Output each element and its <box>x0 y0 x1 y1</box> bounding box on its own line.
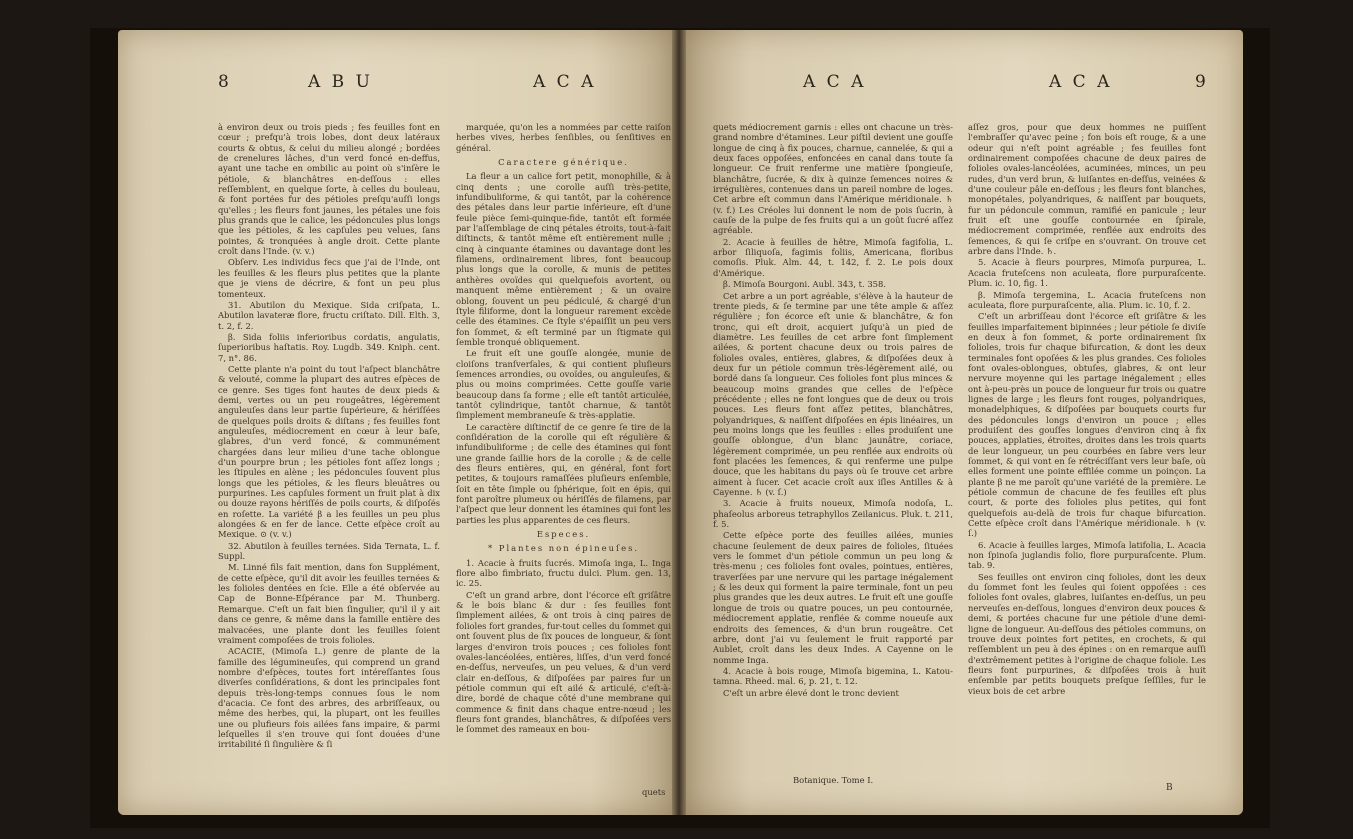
right-column-2 <box>968 122 1206 782</box>
paragraph: 6. Acacie à feuilles larges, Mimoſa latifolia, L. Acacia non ſpinoſa juglandis folio, flore purpuraſcente. Plum. tab. 9. <box>968 539 1206 571</box>
paragraph: 2. Acacie à feuilles de hêtre, Mimoſa fagifolia, L. arbor ſiliquoſa, fagimis foliis, Americana, floribus comoſis. Pluk. Alm. 44, t. 142, f. 2. Le pois doux d'Amérique. <box>713 236 953 278</box>
paragraph: 3. Acacie à fruits noueux, Mimoſa nodoſa, L. phaſeolus arboreus tetraphyllos Zeilanicus. Pluk. t. 211, f. 5. <box>713 498 953 530</box>
running-head-right: A C A <box>803 72 867 92</box>
page-number-right: 9 <box>1195 72 1209 92</box>
right-page <box>683 30 1243 815</box>
paragraph: marquée, qu'on les a nommées par cette raiſon herbes vives, herbes ſenſibles, ou ſenſitives en général. <box>456 122 671 153</box>
page-number-left: 8 <box>218 72 232 92</box>
paragraph: 5. Acacie à fleurs pourpres, Mimoſa purpurea, L. Acacia fruteſcens non aculeata, flore purpuraſcente. Plum. ic. 10, fig. 1. <box>968 257 1206 289</box>
paragraph: aſſez gros, pour que deux hommes ne puiſſent l'embraſſer qu'avec peine ; fon bois eſt rouge, & a une odeur qui n'eſt point agréable ; fes feuilles font ordinairement compoſées chacune de deux paires de folioles ovales-lancéolées, acuminées, minces, un peu rudes, d'un verd brun, & luiſantes en-deſſus, veinées & d'une couleur pâle en-deſſous ; les fleurs font blanches, monopétales, polyandriques, & naiſſent par bouquets, fur un pédoncule commun, ramifié en panicule ; leur fruit eſt une gouſſe contournée en ſpirale, médiocrement comprimée, renflée aux endroits des ſemences, & qui ſe criſpe en s'ouvrant. On trouve cet arbre dans l'Inde. ♄. <box>968 122 1206 257</box>
paragraph: M. Linné fils fait mention, dans fon Supplément, de cette eſpèce, qu'il dit avoir les feuilles ternées & les folioles dentées en ſcie. Elle a été obſervée au Cap de Bonne-Eſpérance par M. Thunberg. Remarque. C'eſt un fait bien ſingulier, qu'il il y ait dans ce genre, & même dans la famille entière des malvacées, une plante dont les feuilles ſoient vraiment compoſées de trois folioles. <box>218 562 440 645</box>
paragraph: β. Mimoſa tergemina, L. Acacia fruteſcens non aculeata, flore purpuraſcente, alia. Plum. ic. 10, f. 2. <box>968 289 1206 310</box>
running-head-left-2: A C A <box>533 72 597 92</box>
paragraph: * Plantes non épineuſes. <box>487 543 640 554</box>
paragraph: 32. Abutilon à feuilles ternées. Sida Ternata, L. f. Suppl. <box>218 540 440 562</box>
paragraph: Obſerv. Les individus fecs que j'ai de l'Inde, ont les feuilles & les fleurs plus petites que la plante que je viens de décrire, & font un peu plus tomenteux. <box>218 257 440 299</box>
left-column-2 <box>456 122 671 774</box>
signature-mark: B <box>1166 783 1173 793</box>
paragraph: Cette eſpèce porte des feuilles ailées, munies chacune ſeulement de deux paires de folioles, ſituées vers le ſommet d'un pétiole commun un peu long & très-menu ; ces folioles font ovales, pointues, entières, traverſées par une nervure qui les partage inégalement ; & les deux qui forment la paire terminale, font un peu plus grandes que les deux autres. Le fruit eſt une gouſſe longue de trois ou quatre pouces, un peu contournée, médiocrement applatie, renflée & comme noueuſe aux endroits des ſemences, & d'un brun rougeâtre. Cet arbre, dont j'ai vu ſeulement le fruit rapporté par Aublet, croît dans les deux Indes. A Cayenne on le nomme Inga. <box>713 530 953 665</box>
paragraph: Le fruit eſt une gouſſe alongée, munie de cloiſons tranſverſales, & qui contient pluſieurs ſemences arrondies, ou ovoïdes, ou anguleuſes, & plus ou moins comprimées. Cette gouſſe varie beaucoup dans ſa forme ; elle eſt tantôt articulée, tantôt cylindrique, tantôt charnue, & tantôt ſimplement membraneuſe & très-applatie. <box>456 348 671 421</box>
page-footer: Botanique. Tome I. <box>793 775 874 785</box>
paragraph: 1. Acacie à fruits ſucrés. Mimoſa inga, L. Inga flore albo fimbriato, fructu dulci. Plum. gen. 13, ic. 25. <box>456 557 671 589</box>
paragraph: 31. Abutilon du Mexique. Sida criſpata, L. Abutilon lavateræ flore, fructu criſtato. Dill. Elth. 3, t. 2, f. 2. <box>218 299 440 331</box>
running-head-left: A B U <box>308 72 373 92</box>
book-gutter <box>672 30 686 815</box>
running-head-right-2: A C A <box>1049 72 1113 92</box>
paragraph: La fleur a un calice fort petit, monophille, & à cinq dents ; une corolle auſſi très-petite, infundibuliforme, & qui tantôt, par la cohérence des pétales dans leur partie inférieure, eſt d'une feule pièce ſemi-quinque-fide, tantôt eſt formée par l'aſſemblage de cinq pétales étroits, tout-à-fait diſtincts, & tantôt même eſt entièrement nulle ; cinq à cinquante étamines ou davantage dont les filamens, ordinairement libres, font beaucoup plus longs que la corolle, & munis de petites anthères ovoïdes qui quelquefois avortent, ou manquent même entièrement ; & un ovaire oblong, ſouvent un peu pédiculé, & chargé d'un ſtyle filiforme, dont la longueur rarement excède celle des étamines. Ce ſtyle s'épaiſſit un peu vers fon ſommet, & eſt terminé par un ſtigmate qui ſemble tronqué obliquement. <box>456 171 671 347</box>
catchword: quets <box>642 787 666 797</box>
paragraph: Cette plante n'a point du tout l'aſpect blanchâtre & velouté, comme la plupart des autres eſpèces de ce genre. Ses tiges font hautes de deux pieds & demi, vertes ou un peu rougeâtres, légèrement anguleuſes dans leur partie ſupérieure, & hériſſées de quelques poils droits & diſtans ; fes feuilles font anguleuſes, médiocrement en cœur à leur baſe, glabres, d'un verd foncé, & communément chargées dans leur milieu d'une tache oblongue d'un pourpre brun ; les pétioles font aſſez longs ; les ſtipules en alène ; les pédoncules ſouvent plus longs que les pétioles, & les fleurs bleuâtres ou purpurines. Les capſules forment un fruit plat à dix ou douze rayons hériſſés de poils courts, & diſpoſés en roſette. La variété β a les feuilles un peu plus alongées & en fer de lance. Cette eſpèce croît au Mexique. ⊙ (v. v.) <box>218 363 440 540</box>
paragraph: Caractere générique. <box>498 157 629 168</box>
left-page <box>118 30 675 815</box>
paragraph: Ses feuilles ont environ cinq folioles, dont les deux du ſommet font les ſeules qui ſoient oppoſées : ces folioles font ovales, glabres, luiſantes en-deſſus, un peu nerveuſes en-deſſous, longues d'environ deux pouces & demi, & portées chacune fur une pétiole d'une demi-ligne de longueur. Au-deſſous des pétioles communs, on trouve deux pointes fort petites, en crochets, & qui reſſemblent un peu à des épines : on en remarque auſſi d'extrêmement petites à l'origine de chaque foliole. Les fleurs font purpurines, & diſpoſées trois à huit enſemble par petits bouquets preſque ſeſſiles, fur le vieux bois de cet arbre <box>968 571 1206 696</box>
paragraph: Cet arbre a un port agréable, s'élève à la hauteur de trente pieds, & ſe termine par une tête ample & aſſez régulière ; fon écorce eſt unie & blanchâtre, & fon tronc, qui eſt droit, acquiert juſqu'à un pied de diamètre. Les feuilles de cet arbre font ſimplement ailées, & portent chacune deux ou trois paires de folioles ovales, entières, glabres, & diſpoſées deux à deux fur un pétiole commun très-légèrement ailé, ou bordé dans ſa longueur. Ces folioles font plus minces & beaucoup moins grandes que celles de l'eſpèce précédente ; elles ne font longues que de deux ou trois pouces. Les fleurs font aſſez petites, blanchâtres, polyandriques, & naiſſent diſpoſées en épis linéaires, un peu moins longs que les feuilles : elles produiſent une gouſſe oblongue, d'un blanc jaunâtre, coriace, légèrement comprimée, un peu renflée aux endroits où font placées les ſemences, & qui renferme une pulpe douce, que les habitans du pays où ſe trouve cet arbre aiment à ſucer. Cet acacie croît aux iſles Antilles & à Cayenne. ♄ (v. ſ.) <box>713 290 953 498</box>
paragraph: β. Sida foliis inferioribus cordatis, angulatis, ſuperioribus haſtatis. Roy. Lugdb. 349. Kniph. cent. 7, n°. 86. <box>218 331 440 363</box>
paragraph: à environ deux ou trois pieds ; fes feuilles font en cœur ; prefqu'à trois lobes, dont deux latéraux courts & obtus, & celui du milieu alongé ; bordées de crenelures lâches, d'un verd foncé en-deffus, ayant une tache en ombilic au point où s'inſère le pétiole, & blanchâtres en-deſſous : elles reſſemblent, en quelque ſorte, à celles du bouleau, & font portées fur des pétioles preſqu'auſſi longs qu'elles ; les fleurs font jaunes, les pétales une fois plus grands que le calice, les pédoncules plus longs que les pétioles, & les capſules peu velues, ſans pointes, & tronquées à angle droit. Cette plante croît dans l'Inde. (v. v.) <box>218 122 440 257</box>
paragraph: β. Mimoſa Bourgoni. Aubl. 343, t. 358. <box>723 279 887 290</box>
paragraph: Le caractère diſtinctif de ce genre ſe tire de la conſidération de la corolle qui eſt régulière & infundibuliforme ; de celle des étamines qui font une grande ſaillie hors de la corolle ; & de celle des fleurs entières, qui, en général, font fort petites, & toujours ramaſſées pluſieurs enſemble, ſoit en tête ſimple ou ſphérique, ſoit en épis, qui font paroître plumeux ou hériſſés de filamens, par l'aſpect que leur donnent les étamines qui font les parties les plus apparentes de ces fleurs. <box>456 421 671 525</box>
paragraph: C'eſt un arbre élevé dont le tronc devient <box>723 687 899 698</box>
paragraph: C'eſt un arbriſſeau dont l'écorce eſt griſâtre & les feuilles imparfaitement bipinnées ; leur pétiole ſe diviſe en deux à fon ſommet, & porte ordinairement ſix folioles, trois fur chaque bifurcation, & dont les deux terminales font opoſées & les plus grandes. Ces folioles font ovales-oblongues, obtuſes, glabres, & ont leur nervure moyenne qui les partage inégalement ; elles ont à-peu-près un pouce de longueur fur trois ou quatre lignes de large ; les fleurs font rouges, polyandriques, monadelphiques, & diſpoſées par bouquets courts fur des pédoncules longs d'environ un pouce ; elles produiſent des gouſſes longues d'environ cinq à fix pouces, applaties, étroites, droites dans les trois quarts de leur longueur, un peu courbées en ſabre vers leur ſommet, & qui vont en ſe rétréciſſant vers leur baſe, où elles forment une pointe effilée comme un poinçon. La plante β ne me paroît qu'une variété de la première. Le pétiole commun de chacune de fes feuilles eſt plus court, & porte des folioles plus petites, qui font quelquefois au-delà de trois fur chaque bifurcation. Cette eſpèce croît dans l'Amérique méridionale. ♄ (v. ſ.) <box>968 311 1206 539</box>
paragraph: C'eſt un grand arbre, dont l'écorce eſt griſâtre & le bois blanc & dur : ſes feuilles font ſimplement ailées, & ont trois à cinq paires de folioles fort grandes, fur-tout celles du ſommet qui ont ſouvent plus de ſix pouces de longueur, & ſont larges d'environ trois pouces ; ces folioles font ovales-lancéolées, entières, liſſes, d'un verd foncé en-deſſus, nerveuſes, un peu velues, & d'un verd clair en-deſſous, & diſpoſées par paires fur un pétiole commun qui eſt ailé & articulé, c'eſt-à-dire, bordé de chaque côté d'une membrane qui commence & finit dans chaque entre-nœud ; les fleurs font grandes, blanchâtres, & diſpoſées vers le ſommet des rameaux en bou- <box>456 589 671 735</box>
paragraph: ACACIE, (Mimoſa L.) genre de plante de la famille des légumineuſes, qui comprend un grand nombre d'eſpèces, toutes fort intéreſſantes ſous diverſes conſidérations, & dont les principales font depuis très-long-temps connues ſous le nom d'acacia. Ce font des arbres, des arbriſſeaux, ou même des herbes, qui, la plupart, ont les feuilles une ou plufieurs fois ailées fans impaire, & parmi leſquelles il s'en trouve qui ſont douées d'une irritabilité ſi ſingulière & ſi <box>218 646 440 750</box>
paragraph: quets médiocrement garnis : elles ont chacune un très-grand nombre d'étamines. Leur piſtil devient une gouſſe longue de cinq à fix pouces, charnue, cannelée, & qui a deux faces oppoſées, enfoncées en canal dans toute ſa longueur. Ce fruit renferme une matière ſpongieuſe, blanchâtre, ſucrée, & dix à quinze ſemences noires & irrégulières, contenues dans un pareil nombre de loges. Cet arbre eſt commun dans l'Amérique méridionale. ♄ (v. f.) Les Créoles lui donnent le nom de pois ſucrin, à cauſe de la pulpe de fes fruits qui a un goût ſucré aſſez agréable. <box>713 122 953 236</box>
left-column-1 <box>218 122 440 782</box>
paragraph: Especes. <box>536 529 591 540</box>
right-column-1 <box>713 122 953 774</box>
paragraph: 4. Acacie à bois rouge, Mimoſa bigemina, L. Katou-tamna. Rheed. mal. 6, p. 21, t. 12. <box>713 665 953 687</box>
